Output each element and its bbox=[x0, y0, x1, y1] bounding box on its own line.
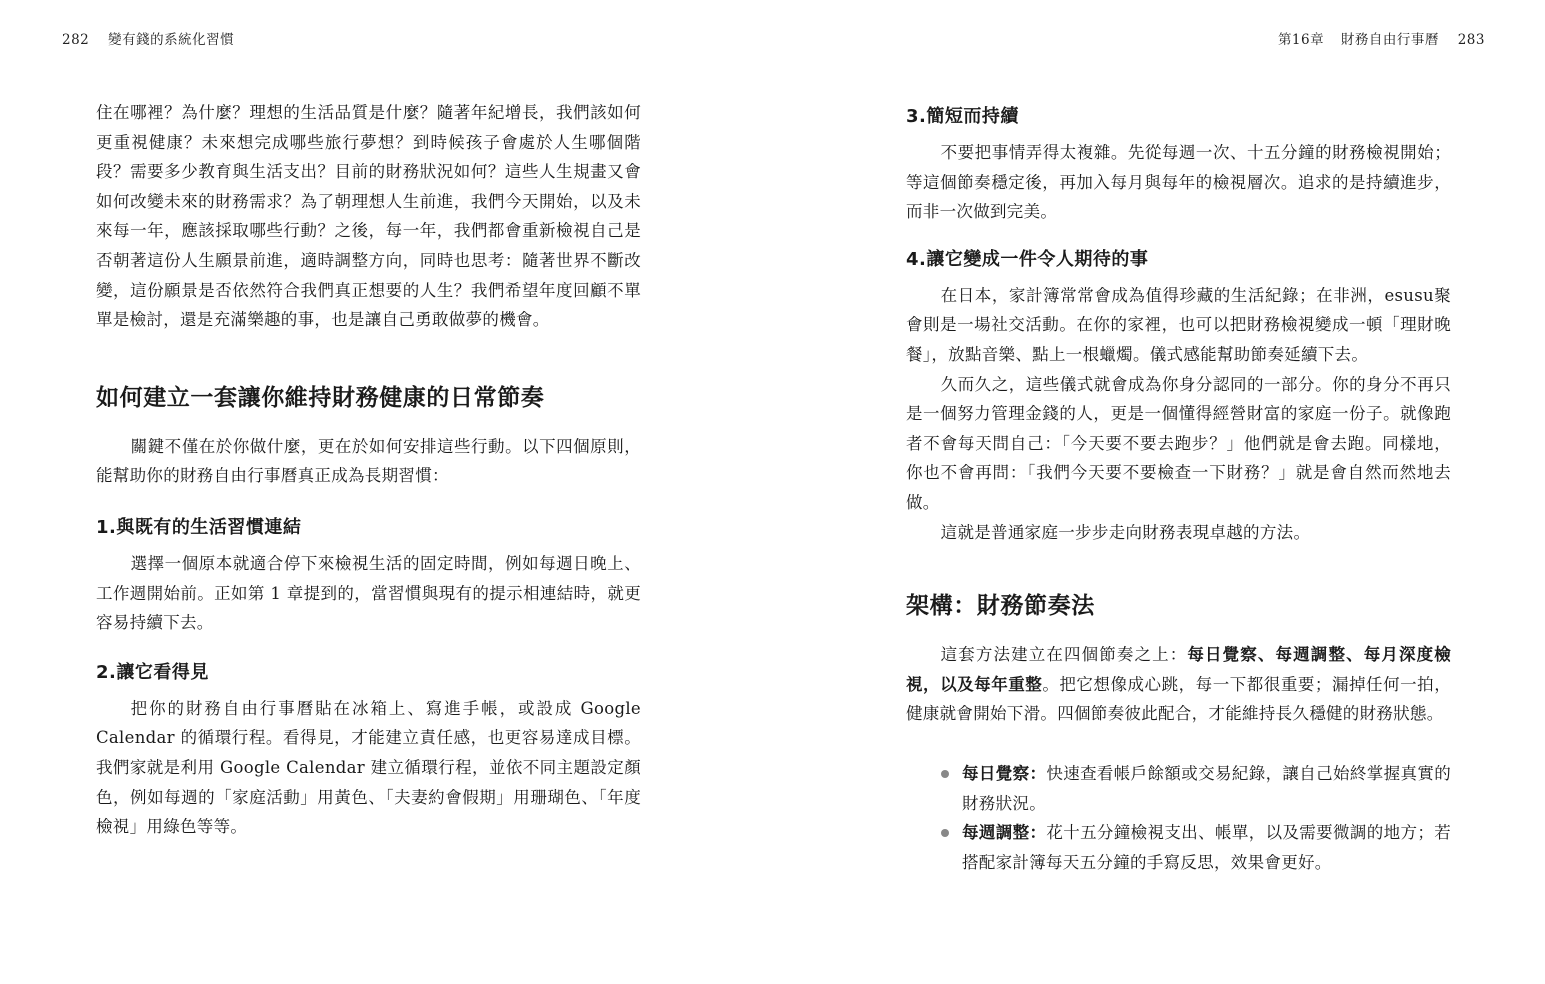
bullet-separator: ： bbox=[1029, 823, 1047, 843]
principle-1-heading: 1.與既有的生活習慣連結 bbox=[96, 516, 302, 538]
rhythm-bullet-list bbox=[906, 759, 1451, 877]
principle-4-text-3: 這就是普通家庭一步步走向財務表現卓越的方法。 bbox=[940, 522, 1311, 542]
principle-4-text-1: 在日本，家計簿常常會成為值得珍藏的生活紀錄；在非洲，esusu聚會則是一場社交活動。在你的家裡，也可以把財務檢視變成一頓「理財晚餐」，放點音樂、點上一根蠟燭。儀式感能幫助節奏延續下去。 bbox=[906, 285, 1451, 364]
section-intro: 關鍵不僅在於你做什麼，更在於如何安排這些行動。以下四個原則，能幫助你的財務自由行事曆真正成為長期習慣： bbox=[96, 436, 641, 486]
left-running-header bbox=[62, 28, 234, 48]
left-page-number: 282 bbox=[62, 32, 90, 48]
list-item bbox=[906, 759, 1451, 818]
bullet-dot-icon bbox=[941, 770, 949, 778]
principle-3-text: 不要把事情弄得太複雜。先從每週一次、十五分鐘的財務檢視開始；等這個節奏穩定後，再加入每月與每年的檢視層次。追求的是持續進步，而非一次做到完美。 bbox=[906, 143, 1451, 222]
right-page-content bbox=[906, 98, 1451, 877]
bullet-separator: ： bbox=[1029, 763, 1047, 783]
framework-heading: 架構：財務節奏法 bbox=[906, 592, 1095, 620]
principle-2-text: 把你的財務自由行事曆貼在冰箱上、寫進手帳，或設成 Google Calendar 的循環行程。看得見，才能建立責任感，也更容易達成目標。我們家就是利用 Google Calendar 建立循環行程，並依不同主題設定顏色，例如每週的「家庭活動」用黃色、「夫妻約會假期」用珊瑚色、「年度檢視」用綠色等等。 bbox=[96, 698, 641, 837]
right-running-title: 財務自由行事曆 bbox=[1340, 32, 1439, 48]
framework-text-suffix: 。把它想像成心跳，每一下都很重要；漏掉任何一拍，健康就會開始下滑。四個節奏彼此配合，才能維持長久穩健的財務狀態。 bbox=[906, 674, 1451, 724]
bullet-text: 花十五分鐘檢視支出、帳單，以及需要微調的地方；若搭配家計簿每天五分鐘的手寫反思，效果會更好。 bbox=[962, 823, 1452, 872]
intro-paragraph: 住在哪裡？為什麼？理想的生活品質是什麼？隨著年紀增長，我們該如何更重視健康？未來想完成哪些旅行夢想？到時候孩子會處於人生哪個階段？需要多少教育與生活支出？目前的財務狀況如何？這些人生規畫又會如何改變未來的財務需求？為了朝理想人生前進，我們今天開始，以及未來每一年，應該採取哪些行動？之後，每一年，我們都會重新檢視自己是否朝著這份人生願景前進，適時調整方向，同時也思考：隨著世界不斷改變，這份願景是否依然符合我們真正想要的人生？我們希望年度回顧不單單是檢討，還是充滿樂趣的事，也是讓自己勇敢做夢的機會。 bbox=[96, 103, 641, 330]
framework-paragraph bbox=[906, 640, 1451, 729]
left-page-content bbox=[96, 98, 641, 842]
section-heading: 如何建立一套讓你維持財務健康的日常節奏 bbox=[96, 383, 545, 411]
list-item bbox=[906, 818, 1451, 877]
bullet-term: 每日覺察 bbox=[962, 763, 1030, 783]
principle-1-text: 選擇一個原本就適合停下來檢視生活的固定時間，例如每週日晚上、工作週開始前。正如第 1 章提到的，當習慣與現有的提示相連結時，就更容易持續下去。 bbox=[96, 553, 641, 633]
principle-4-heading: 4.讓它變成一件令人期待的事 bbox=[906, 248, 1149, 270]
right-page-number: 283 bbox=[1457, 32, 1485, 48]
chapter-label: 第16章 bbox=[1277, 32, 1325, 48]
framework-text-prefix: 這套方法建立在四個節奏之上： bbox=[940, 645, 1188, 665]
principle-2-heading: 2.讓它看得見 bbox=[96, 661, 209, 683]
bullet-text: 快速查看帳戶餘額或交易紀錄，讓自己始終掌握真實的財務狀況。 bbox=[962, 763, 1452, 813]
principle-3-heading: 3.簡短而持續 bbox=[906, 106, 1019, 127]
right-running-header bbox=[1278, 28, 1485, 48]
right-page bbox=[772, 0, 1545, 984]
left-page bbox=[0, 0, 772, 984]
principle-4-text-2: 久而久之，這些儀式就會成為你身分認同的一部分。你的身分不再只是一個努力管理金錢的人，更是一個懂得經營財富的家庭一份子。就像跑者不會每天問自己：「今天要不要去跑步？」他們就是會去跑。同樣地，你也不會再問：「我們今天要不要檢查一下財務？」就是會自然而然地去做。 bbox=[906, 374, 1451, 512]
bullet-term: 每週調整 bbox=[962, 823, 1030, 843]
framework-text-bold: 每日覺察、每週調整、每月深度檢視，以及每年重整 bbox=[906, 645, 1451, 694]
left-running-title: 變有錢的系統化習慣 bbox=[108, 32, 235, 48]
bullet-dot-icon bbox=[941, 829, 949, 837]
